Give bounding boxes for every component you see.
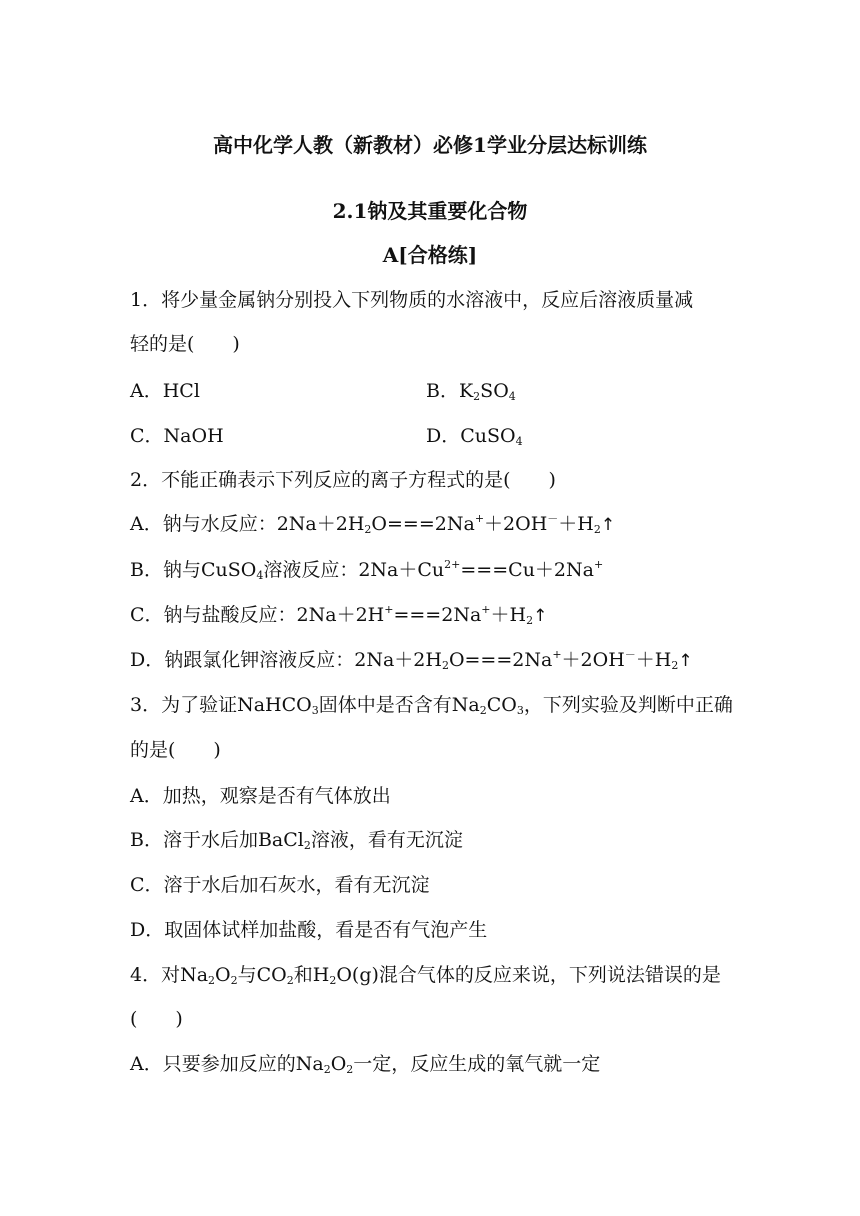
q3-text1: 3．为了验证NaHCO	[130, 694, 312, 716]
q3-b-text2: 溶液，看有无沉淀	[310, 829, 463, 851]
q4-stem-line1	[130, 961, 721, 989]
q4-sub2: 2	[230, 974, 238, 987]
q3-sub2: 2	[479, 704, 487, 717]
q2-d-sub: 2	[441, 659, 449, 672]
q3-option-d: D．取固体试样加盐酸，看是否有气泡产生	[130, 919, 488, 941]
q2-stem: 2．不能正确表示下列反应的离子方程式的是( )	[130, 469, 556, 491]
q2-b-text2: 溶液反应：2Na＋Cu	[263, 559, 445, 581]
q2-d-sub3: 2	[671, 659, 679, 672]
q2-c-text: C．钠与盐酸反应：2Na＋2H	[130, 604, 385, 626]
q3-sub1: 3	[311, 704, 319, 717]
q4-a-sub2: 2	[346, 1063, 354, 1076]
q2-b-sub: 4	[256, 569, 264, 582]
q2-d-sup2: －	[624, 648, 636, 661]
q2-a-text4: ＋H	[558, 513, 594, 535]
q4-a-text2: O	[330, 1053, 347, 1075]
q1-b-text: B．K	[426, 380, 474, 402]
q2-a-sub2: 2	[593, 523, 601, 536]
q4-stem-line2: ( )	[130, 1008, 183, 1030]
q4-sub4: 2	[329, 974, 337, 987]
q2-c-sup2: +	[481, 603, 491, 616]
q4-text5: O(g)混合气体的反应来说，下列说法错误的是	[336, 964, 721, 986]
q2-d-sup: +	[552, 648, 562, 661]
q2-b-text3: ===Cu＋2Na	[460, 559, 594, 581]
q1-b-sub2: 4	[508, 390, 516, 403]
q2-c-text3: ＋H	[490, 604, 527, 626]
q3-stem-line2: 的是( )	[130, 739, 221, 761]
q3-option-a: A．加热，观察是否有气体放出	[130, 785, 391, 807]
q2-option-b	[130, 556, 603, 584]
q3-b-text: B．溶于水后加BaCl	[130, 829, 304, 851]
q2-b-sup2: +	[593, 558, 604, 571]
q1-option-c: C．NaOH	[130, 425, 224, 447]
q2-c-sup: +	[384, 603, 394, 616]
q3-text4: ，下列实验及判断中正确	[523, 694, 733, 716]
q2-c-text2: ===2Na	[393, 604, 482, 626]
q1-d-text: D．CuSO	[426, 425, 516, 447]
q4-a-text3: 一定，反应生成的氧气就一定	[353, 1053, 601, 1075]
q3-b-sub: 2	[303, 839, 311, 852]
q2-d-text2: O===2Na	[448, 649, 553, 671]
q2-a-sub: 2	[364, 523, 372, 536]
q3-option-b	[130, 826, 463, 854]
q2-option-a	[130, 510, 615, 539]
q2-a-text: A．钠与水反应：2Na＋2H	[130, 513, 365, 535]
q3-text2: 固体中是否含有Na	[318, 694, 480, 716]
q2-a-text2: O===2Na	[371, 513, 475, 535]
q4-a-text: A．只要参加反应的Na	[130, 1053, 324, 1075]
q1-option-b	[426, 377, 516, 405]
gas-arrow-icon: ↑	[678, 651, 693, 671]
q3-stem-line1	[130, 691, 733, 719]
q4-a-sub1: 2	[323, 1063, 331, 1076]
q1-option-d	[426, 422, 523, 450]
q2-c-sub: 2	[526, 614, 534, 627]
q1-option-a: A．HCl	[130, 380, 200, 402]
q4-text3: 与CO	[237, 964, 287, 986]
q2-b-text: B．钠与CuSO	[130, 559, 257, 581]
gas-arrow-icon: ↑	[533, 606, 548, 626]
lesson-subtitle: 2.1钠及其重要化合物	[332, 199, 528, 223]
q2-d-text: D．钠跟氯化钾溶液反应：2Na＋2H	[130, 649, 442, 671]
q1-d-sub: 4	[515, 435, 523, 448]
gas-arrow-icon: ↑	[600, 515, 616, 535]
q2-d-text4: ＋H	[635, 649, 672, 671]
q3-text3: CO	[486, 694, 517, 716]
q2-option-c	[130, 601, 547, 630]
q2-b-sup: 2+	[444, 558, 461, 571]
q2-d-text3: ＋2OH	[561, 649, 625, 671]
q2-a-text3: ＋2OH	[484, 513, 548, 535]
section-heading: A[合格练]	[382, 243, 478, 267]
q4-text4: 和H	[293, 964, 330, 986]
q4-sub3: 2	[286, 974, 294, 987]
q4-text1: 4．对Na	[130, 964, 209, 986]
q1-stem-line1: 1．将少量金属钠分别投入下列物质的水溶液中，反应后溶液质量减	[130, 289, 694, 311]
q1-b-sub: 2	[473, 390, 481, 403]
q2-a-sup: +	[474, 512, 485, 525]
page-title: 高中化学人教（新教材）必修1学业分层达标训练	[213, 133, 647, 157]
q3-sub3: 3	[516, 704, 524, 717]
q4-option-a	[130, 1050, 600, 1078]
q1-stem-line2: 轻的是( )	[130, 333, 240, 355]
q1-b-text2: SO	[480, 380, 509, 402]
q2-a-sup2: －	[547, 512, 559, 525]
q4-text2: O	[215, 964, 231, 986]
q2-option-d	[130, 646, 693, 675]
q3-option-c: C．溶于水后加石灰水，看有无沉淀	[130, 874, 430, 896]
q4-sub1: 2	[208, 974, 216, 987]
